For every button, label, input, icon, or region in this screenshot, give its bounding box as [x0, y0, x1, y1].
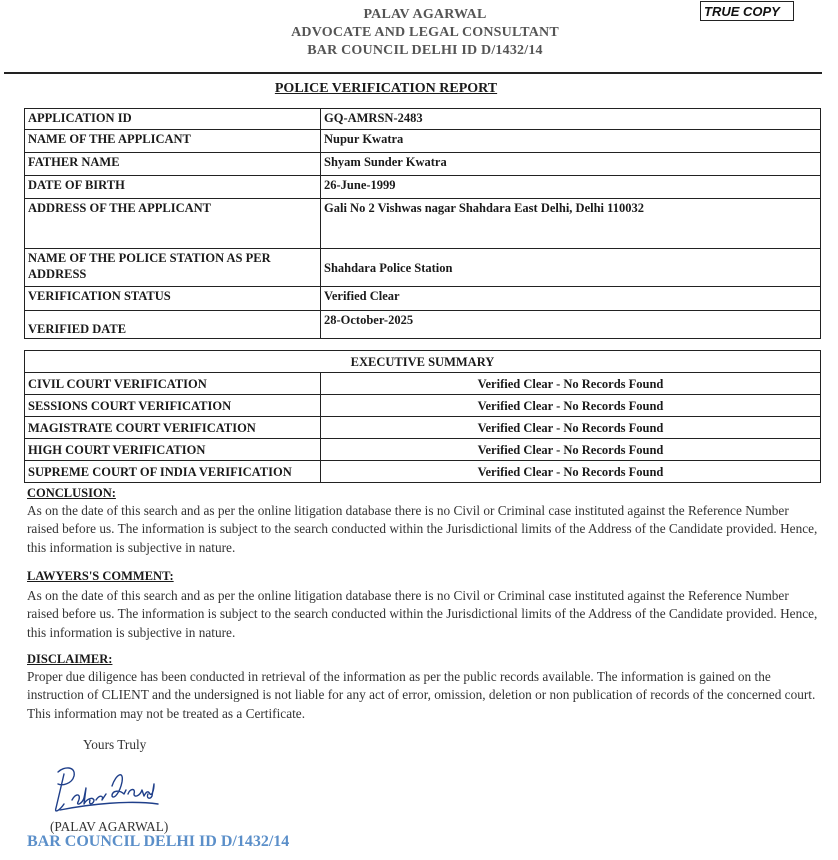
- bar-council-id: BAR COUNCIL DELHI ID D/1432/14: [307, 43, 543, 58]
- table-row: [25, 249, 821, 287]
- detail-label: FATHER NAME: [25, 153, 321, 176]
- table-row: [25, 461, 821, 483]
- detail-value: Shyam Sunder Kwatra: [321, 153, 821, 176]
- summary-title: EXECUTIVE SUMMARY: [25, 351, 821, 373]
- table-row: [25, 287, 821, 311]
- table-row: [25, 395, 821, 417]
- table-row: [25, 130, 821, 153]
- conclusion-text: As on the date of this search and as per the online litigation database there is no Civil or Criminal case instituted against the Reference Number raised before us. The information is subject to the search conducted within the Jurisdictional limits of the Address of the Candidate provided. Hence, this information is subjective in nature.: [27, 503, 818, 555]
- summary-value: Verified Clear - No Records Found: [321, 373, 821, 395]
- table-row: [25, 351, 821, 373]
- header-divider: [4, 72, 822, 74]
- table-row: [25, 109, 821, 130]
- detail-label: VERIFICATION STATUS: [25, 287, 321, 311]
- detail-label: ADDRESS OF THE APPLICANT: [25, 199, 321, 249]
- signatory-name: (PALAV AGARWAL): [50, 819, 169, 834]
- handwritten-signature: [50, 760, 165, 820]
- summary-value: Verified Clear - No Records Found: [321, 439, 821, 461]
- summary-value: Verified Clear - No Records Found: [321, 417, 821, 439]
- table-row: [25, 153, 821, 176]
- lawyers-comment-heading: LAWYERS'S COMMENT:: [27, 569, 174, 583]
- detail-label: VERIFIED DATE: [25, 311, 321, 339]
- detail-value: 28-October-2025: [321, 311, 821, 339]
- detail-label: APPLICATION ID: [25, 109, 321, 130]
- table-row: [25, 311, 821, 339]
- summary-value: Verified Clear - No Records Found: [321, 461, 821, 483]
- disclaimer-heading: DISCLAIMER:: [27, 652, 113, 666]
- closing-salutation: Yours Truly: [83, 737, 147, 752]
- detail-label: NAME OF THE APPLICANT: [25, 130, 321, 153]
- summary-value: Verified Clear - No Records Found: [321, 395, 821, 417]
- signatory-bar-council-id: BAR COUNCIL DELHI ID D/1432/14: [27, 833, 290, 850]
- conclusion-heading: CONCLUSION:: [27, 486, 116, 500]
- table-row: [25, 176, 821, 199]
- detail-label: NAME OF THE POLICE STATION AS PER ADDRESS: [25, 249, 321, 287]
- report-title: POLICE VERIFICATION REPORT: [274, 81, 498, 96]
- detail-label: DATE OF BIRTH: [25, 176, 321, 199]
- true-copy-stamp: TRUE COPY: [700, 1, 794, 21]
- summary-label: CIVIL COURT VERIFICATION: [25, 373, 321, 395]
- table-row: [25, 373, 821, 395]
- table-row: [25, 439, 821, 461]
- summary-label: SESSIONS COURT VERIFICATION: [25, 395, 321, 417]
- summary-label: HIGH COURT VERIFICATION: [25, 439, 321, 461]
- applicant-details-table: [24, 108, 821, 339]
- detail-value: GQ-AMRSN-2483: [321, 109, 821, 130]
- advocate-name: PALAV AGARWAL: [363, 7, 487, 22]
- table-row: [25, 417, 821, 439]
- detail-value: Nupur Kwatra: [321, 130, 821, 153]
- table-row: [25, 199, 821, 249]
- lawyers-comment-text: As on the date of this search and as per the online litigation database there is no Civil or Criminal case instituted against the Reference Number raised before us. The information is subject to the search conducted within the Jurisdictional limits of the Address of the Candidate provided. Hence, this information is subjective in nature.: [27, 588, 818, 640]
- summary-label: MAGISTRATE COURT VERIFICATION: [25, 417, 321, 439]
- summary-label: SUPREME COURT OF INDIA VERIFICATION: [25, 461, 321, 483]
- detail-value: Shahdara Police Station: [321, 249, 821, 287]
- disclaimer-text: Proper due diligence has been conducted in retrieval of the information as per the public records available. The information is gained on the instruction of CLIENT and the undersigned is not liable for any act of error, omission, deletion or non publication of records of the concerned court. This information may not be treated as a Certificate.: [27, 669, 816, 721]
- advocate-designation: ADVOCATE AND LEGAL CONSULTANT: [291, 25, 559, 40]
- executive-summary-table: [24, 350, 821, 483]
- detail-value: 26-June-1999: [321, 176, 821, 199]
- detail-value: Verified Clear: [321, 287, 821, 311]
- detail-value: Gali No 2 Vishwas nagar Shahdara East Delhi, Delhi 110032: [321, 199, 821, 249]
